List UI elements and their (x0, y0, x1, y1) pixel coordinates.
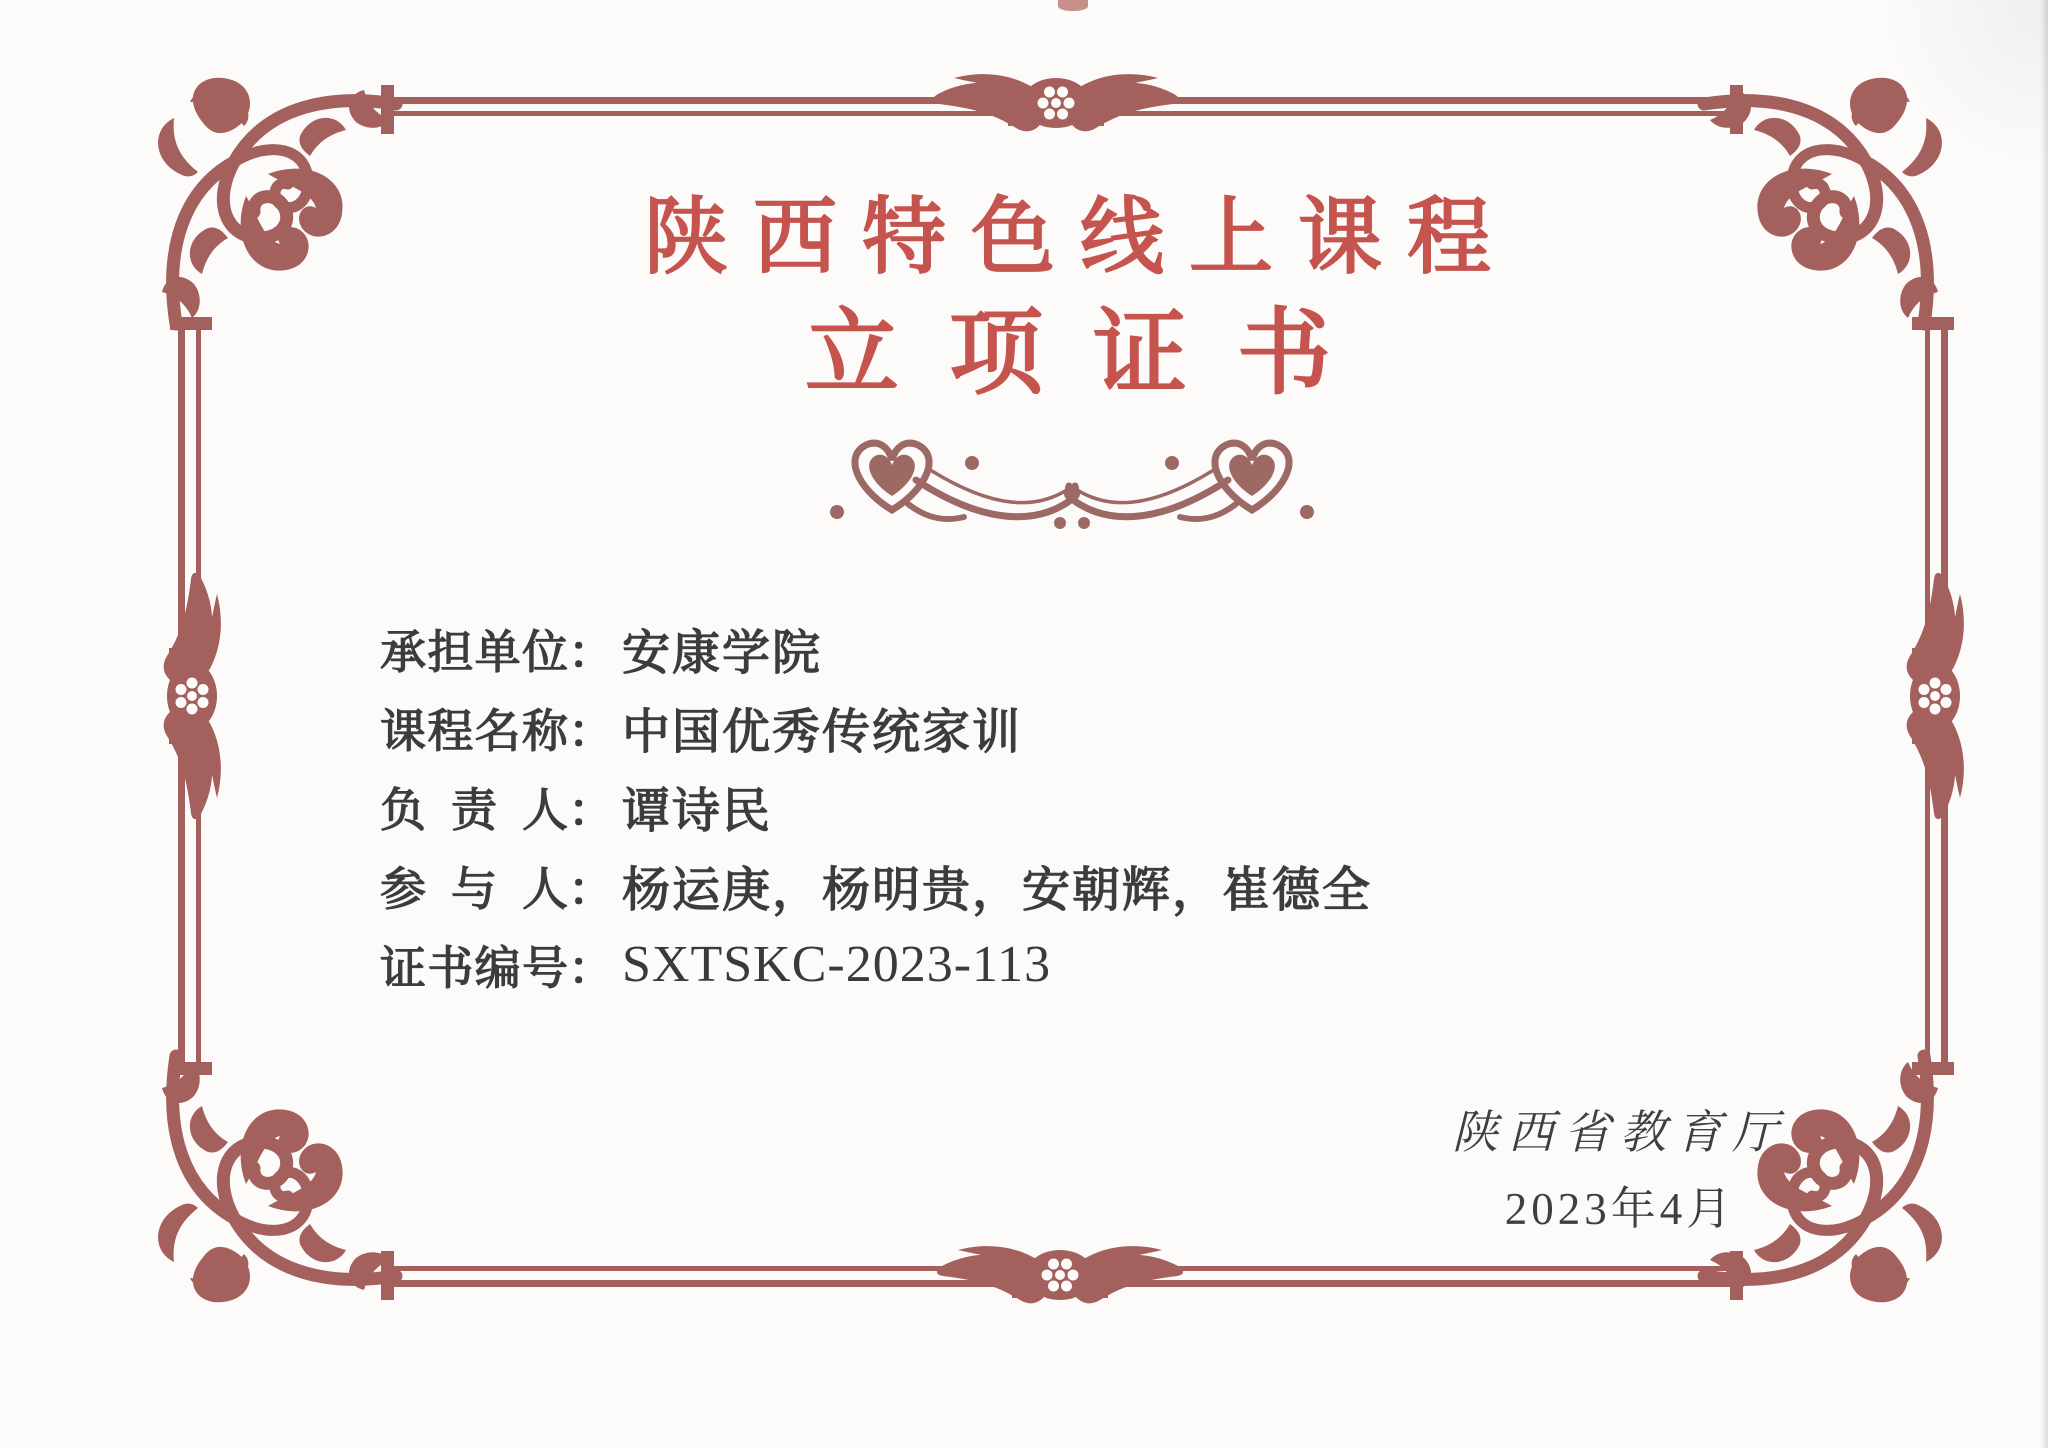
scan-artifact-mark (1058, 0, 1088, 11)
field-colon: ： (568, 863, 614, 915)
field-row-cert-number (380, 925, 1372, 1004)
certificate-fields (380, 609, 1372, 1004)
field-label: 承担单位 (380, 626, 568, 678)
field-value: SXTSKC-2023-113 (622, 936, 1052, 993)
field-label: 参与人 (380, 863, 568, 915)
field-value: 安康学院 (622, 627, 823, 680)
field-label: 证书编号 (380, 942, 568, 994)
field-row-participants (380, 846, 1372, 925)
issuer-signature: 陕西省教育厅 (1452, 1107, 1788, 1158)
field-value: 谭诗民 (622, 785, 773, 838)
scan-edge-shadow (2040, 0, 2048, 1448)
field-colon: ： (568, 705, 614, 757)
certificate-title-line1: 陕西特色线上课程 (643, 192, 1516, 285)
field-value: 中国优秀传统家训 (622, 706, 1023, 759)
field-row-course (380, 688, 1372, 767)
field-row-unit (380, 609, 1372, 688)
heart-flourish-divider-icon (822, 426, 1322, 546)
scan-corner-shadow (1878, 0, 2048, 170)
field-value: 杨运庚，杨明贵，安朝辉，崔德全 (622, 864, 1373, 917)
field-row-leader (380, 767, 1372, 846)
certificate-title-line2: 立项证书 (804, 302, 1381, 406)
field-label: 负责人 (380, 784, 568, 836)
field-colon: ： (568, 784, 614, 836)
issue-date: 2023年4月 (1504, 1184, 1736, 1234)
field-colon: ： (568, 626, 614, 678)
field-colon: ： (568, 942, 614, 994)
field-label: 课程名称 (380, 705, 568, 757)
